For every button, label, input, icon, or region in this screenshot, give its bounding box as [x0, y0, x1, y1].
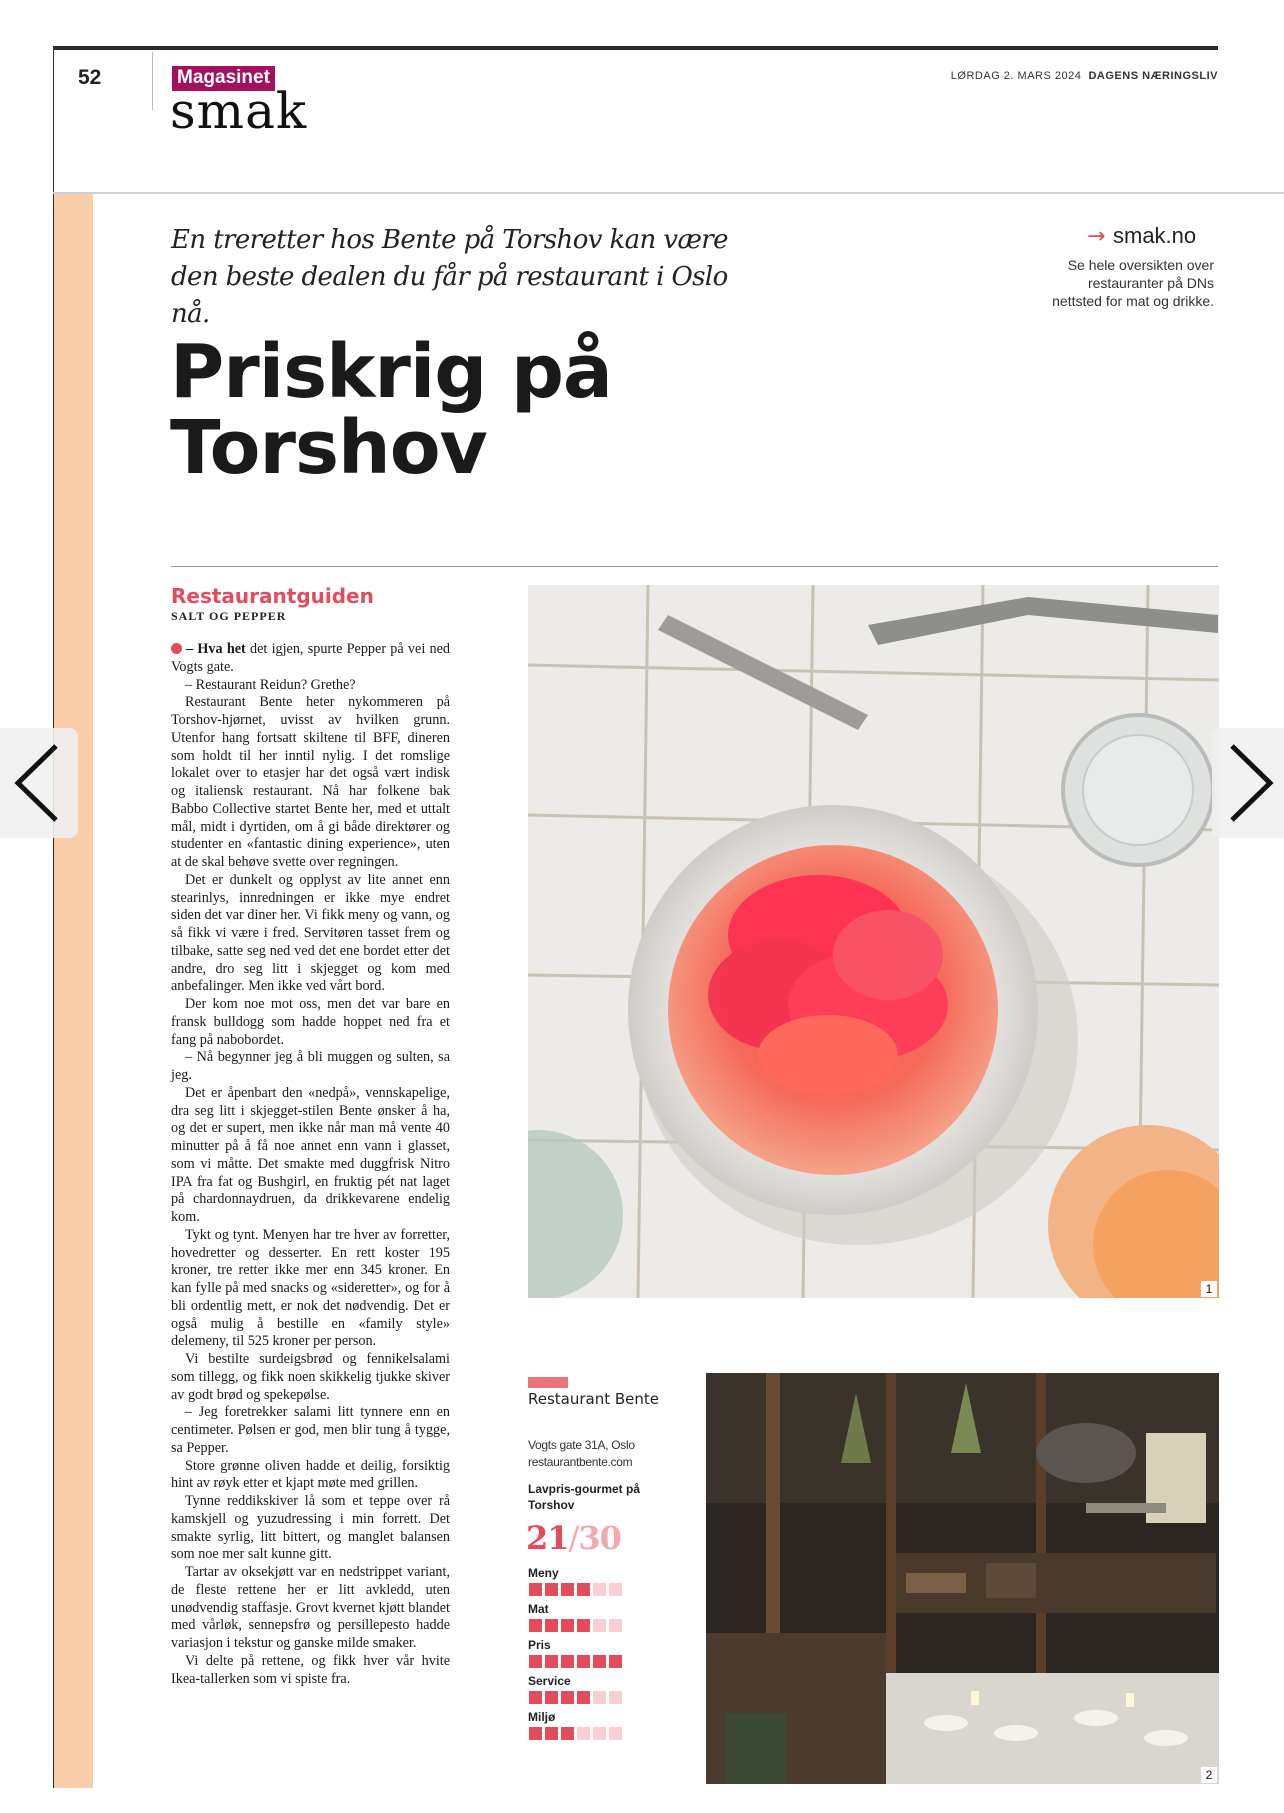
score-max: 30 [578, 1519, 621, 1557]
rating-bar [529, 1691, 622, 1704]
lead-rest: det igjen, spurte Pepper på vei ned Vogts gate. [171, 641, 450, 675]
rating-square-filled [577, 1655, 590, 1668]
paragraph: Det er dunkelt og opplyst av lite annet enn stearinlys, innredningen er ikke mye endret siden det var diner her. Vi fikk meny og vann, og så fikk vi være i fred. Servitøren tasset frem og tilbake, satte seg ned ved det ene bordet etter det andre, dro seg litt i skjegget og kom med anbefalinger. Men ikke ved vårt bord. [171, 871, 450, 995]
restaurant-contact [528, 1437, 678, 1471]
rating-square-empty [609, 1691, 622, 1704]
byline: SALT OG PEPPER [171, 609, 287, 623]
restaurant-address: Vogts gate 31A, Oslo [528, 1438, 635, 1452]
restaurant-name: Restaurant Bente [528, 1390, 660, 1408]
rating-square-filled [561, 1655, 574, 1668]
rating-square-filled [529, 1619, 542, 1632]
rating-square-filled [545, 1691, 558, 1704]
rating-square-filled [529, 1727, 542, 1740]
section-rule [171, 566, 1218, 567]
rating-square-empty [593, 1619, 606, 1632]
top-rule [53, 46, 1218, 50]
paragraph: Vi bestilte surdeigsbrød og fennikelsalami som tillegg, og fikk noen skikkelig tjukke skiver av godt brød og spekepølse. [171, 1351, 450, 1403]
paragraph: Tynne reddikskiver lå som et teppe over rå kamskjell og yuzudressing i min forrett. Det smakte syrlig, litt bittert, og manglet balansen som noe mer salt kunne gitt. [171, 1493, 450, 1563]
rating-square-empty [577, 1727, 590, 1740]
section-title: Restaurantguiden [171, 584, 374, 608]
rating-square-empty [609, 1619, 622, 1632]
magazine-badge: Magasinet [172, 66, 275, 91]
rating-square-filled [577, 1619, 590, 1632]
rating-square-filled [577, 1691, 590, 1704]
rating-square-filled [545, 1655, 558, 1668]
paragraph: – Jeg foretrekker salami litt tynnere enn en centimeter. Pølsen er god, men blir tung å tygge, sa Pepper. [171, 1404, 450, 1456]
paragraph: Tartar av oksekjøtt var en nedstrippet variant, de fleste rettene her er litt avkledd, uten unødvendig staffasje. Grovt kvernet kjøtt blandet med vårløk, sennepsfrø og persillepesto hadde variasjon i tekstur og ganske milde smaker. [171, 1564, 450, 1651]
score-value: 21 [526, 1519, 569, 1557]
rating-square-filled [545, 1727, 558, 1740]
paragraph: Vi delte på rettene, og fikk hver vår hvite Ikea-tallerken som vi spiste fra. [171, 1652, 450, 1687]
rating-square-filled [593, 1655, 606, 1668]
rating-square-empty [609, 1583, 622, 1596]
rating-bar [529, 1583, 622, 1596]
interior-photo [706, 1373, 1219, 1784]
rating-square-empty [593, 1583, 606, 1596]
rating-square-filled [561, 1727, 574, 1740]
photo-number: 1 [1201, 1281, 1217, 1297]
restaurant-tagline: Lavpris-gourmet på Torshov [528, 1482, 641, 1512]
dish-photo [528, 585, 1219, 1298]
paragraph: – Restaurant Reidun? Grethe? [185, 676, 356, 693]
paragraph: Restaurant Bente heter nykommeren på Torshov-hjørnet, uvisst av hvilken grunn. Utenfor hang fortsatt skiltene til BFF, dineren som holdt til her inntil nylig. I det romslige lokalet over to etasjer har det også vært indisk og italiensk restaurant. Nå har folkene bak Babbo Collective startet Bente her, med et uttalt mål, midt i dyrtiden, om å gi både direktører og studenter en «fantastic dining experience», uten at de skal behøve svette over regningen. [171, 694, 450, 870]
total-score [526, 1520, 621, 1556]
dateline [900, 70, 1218, 82]
rating-label: Pris [528, 1638, 551, 1652]
rating-square-filled [561, 1691, 574, 1704]
publication-name: DAGENS NÆRINGSLIV [1088, 70, 1218, 82]
article-body [171, 641, 450, 1688]
score-separator: / [568, 1519, 579, 1557]
smak-description: Se hele oversikten over restauranter på DNs nettsted for mat og drikke. [1052, 257, 1214, 309]
previous-page-button[interactable] [0, 728, 78, 838]
rating-square-filled [545, 1583, 558, 1596]
next-page-button[interactable] [1212, 728, 1284, 838]
paragraph: – Nå begynner jeg å bli muggen og sulten, sa jeg. [171, 1049, 450, 1083]
dish-illustration [528, 585, 1219, 1298]
interior-illustration [706, 1373, 1219, 1784]
header-bottom-rule [53, 192, 1284, 194]
header-divider [152, 52, 153, 110]
rating-square-empty [593, 1691, 606, 1704]
factbox-flag [528, 1377, 568, 1388]
rating-bar [529, 1619, 622, 1632]
rating-square-filled [609, 1655, 622, 1668]
rating-label: Miljø [528, 1710, 556, 1724]
chevron-left-icon [0, 728, 78, 838]
headline: Priskrig på Torshov [170, 329, 612, 491]
rating-square-filled [561, 1619, 574, 1632]
page-number: 52 [78, 66, 102, 89]
rating-square-filled [561, 1583, 574, 1596]
rating-bar [529, 1655, 622, 1668]
chevron-right-icon [1212, 728, 1284, 838]
rating-square-empty [593, 1727, 606, 1740]
side-accent-bar [54, 194, 93, 1788]
bullet-dot-icon [171, 643, 182, 654]
photo-number: 2 [1201, 1767, 1217, 1783]
paragraph: Det er åpenbart den «nedpå», vennskapelige, dra seg litt i skjegget-stilen Bente ønsker å ha, og det er supert, men ikke når man må vente 40 minutter på å få noe annet enn vann i glasset, som vi måtte. Det smakte med duggfrisk Nitro IPA fra fat og Bushgirl, en fruktig pét nat laget på chardonnaydruen, da drikkevarene endelig kom. [171, 1084, 450, 1225]
rating-bar [529, 1727, 622, 1740]
rating-square-empty [609, 1727, 622, 1740]
paragraph: Store grønne oliven hadde et deilig, forsiktig hint av røyk etter et kjapt møte med grillen. [171, 1457, 450, 1492]
lead-paragraph [171, 641, 450, 677]
issue-date: LØRDAG 2. MARS 2024 [950, 70, 1082, 82]
rating-label: Meny [528, 1566, 559, 1580]
standfirst: En treretter hos Bente på Torshov kan være den beste dealen du får på restaurant i Oslo nå. [171, 225, 728, 329]
paragraph: Der kom noe mot oss, men det var bare en fransk bulldogg som hadde hoppet ned fra et fang på nabobordet. [171, 996, 450, 1048]
lead-bold: – Hva het [186, 641, 246, 657]
smak-logo: smak [170, 82, 308, 140]
rating-square-filled [577, 1583, 590, 1596]
rating-square-filled [545, 1619, 558, 1632]
rating-square-filled [529, 1691, 542, 1704]
smak-link[interactable]: smak.no [1113, 223, 1197, 248]
arrow-right-icon: → [1087, 224, 1106, 249]
paragraph: Tykt og tynt. Menyen har tre hver av forretter, hovedretter og desserter. En rett koster 195 kroner, tre retter ikke mer enn 345 kroner. En kan fylle på med snacks og «sideretter», og for å bli ordentlig mett, er nok det nødvendig. Det er også mulig å bestille en «family style» delemeny, til 525 kroner per person. [171, 1226, 450, 1350]
restaurant-website[interactable]: restaurantbente.com [528, 1455, 633, 1469]
rating-square-filled [529, 1583, 542, 1596]
rating-label: Service [528, 1674, 571, 1688]
rating-square-filled [529, 1655, 542, 1668]
rating-label: Mat [528, 1602, 549, 1616]
